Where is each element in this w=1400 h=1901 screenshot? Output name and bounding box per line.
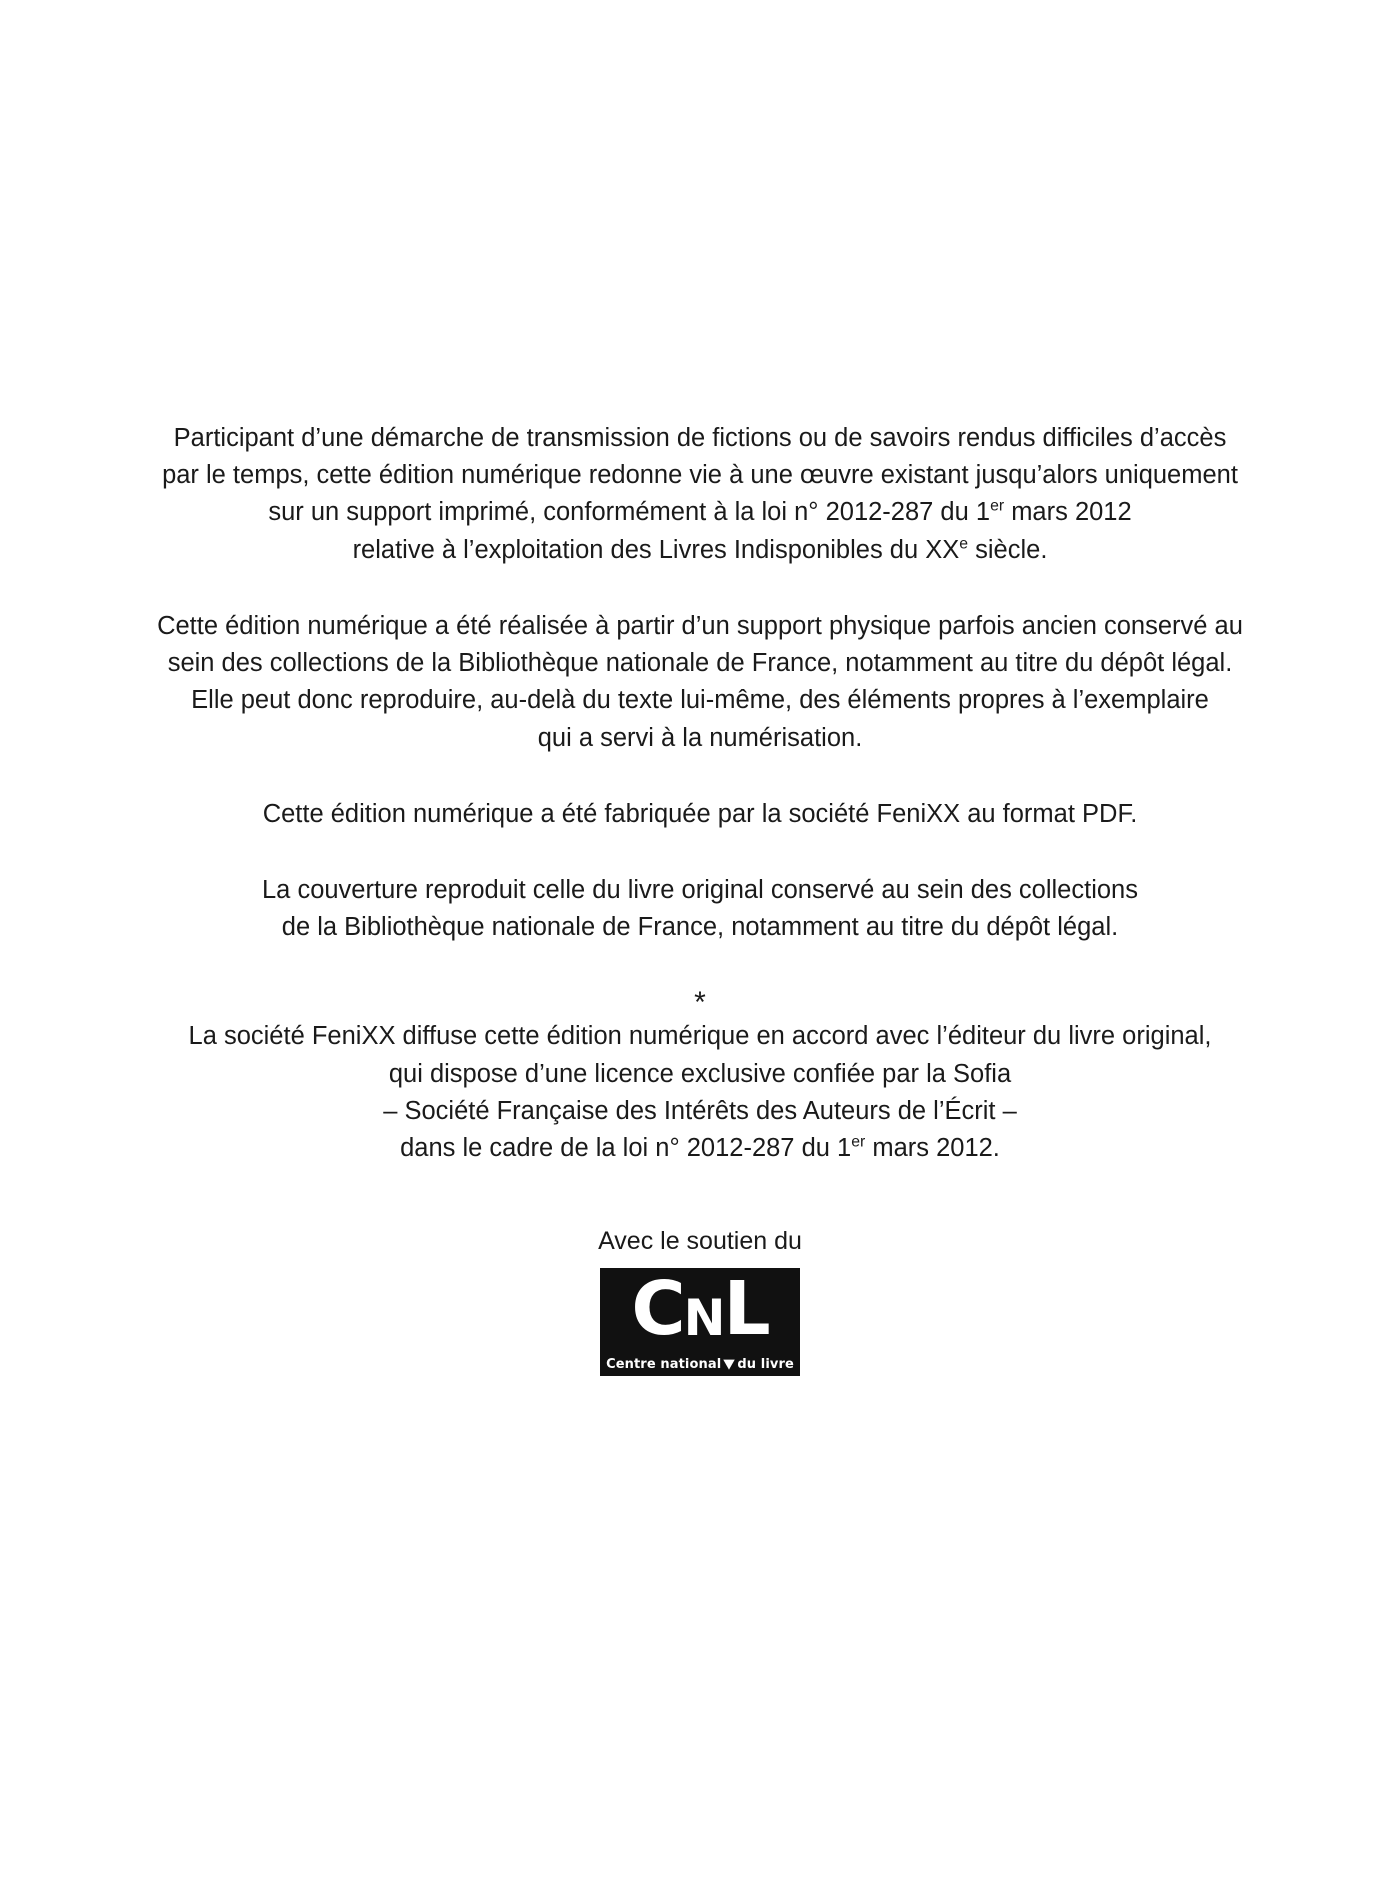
- paragraph-line: [140, 532, 1260, 569]
- paragraph-fabrication: [140, 796, 1260, 833]
- line-text-post: siècle.: [968, 535, 1048, 564]
- cnl-logo-subtitle: [600, 1357, 800, 1373]
- line-text-pre: dans le cadre de la loi n° 2012-287 du 1: [400, 1134, 852, 1163]
- cnl-subtitle-right: du livre: [737, 1356, 794, 1372]
- cnl-letter-l: L: [723, 1265, 769, 1352]
- support-section: [0, 1225, 1400, 1381]
- paragraph-transmission: [140, 420, 1260, 569]
- line-text-pre: relative à l’exploitation des Livres Indisponibles du XX: [352, 535, 960, 564]
- cnl-logo: [600, 1265, 800, 1376]
- paragraph-line: Cette édition numérique a été fabriquée par la société FeniXX au format PDF.: [262, 799, 1138, 828]
- paragraph-source-support: [140, 608, 1260, 757]
- paragraph-line: Participant d’une démarche de transmission de fictions ou de savoirs rendus difficiles d’accès: [173, 424, 1227, 452]
- paragraph-line: Cette édition numérique a été réalisée à partir d’un support physique parfois ancien conservé au: [157, 611, 1243, 640]
- line-text-post: mars 2012.: [865, 1134, 1000, 1163]
- cnl-letter-c: C: [631, 1265, 684, 1352]
- paragraph-line: de la Bibliothèque nationale de France, notamment au titre du dépôt légal.: [281, 913, 1119, 942]
- paragraph-line: [140, 1130, 1260, 1167]
- paragraph-line: sein des collections de la Bibliothèque nationale de France, notamment au titre du dépôt légal.: [167, 649, 1233, 678]
- paragraph-line: par le temps, cette édition numérique redonne vie à une œuvre existant jusqu’alors uniquement: [162, 461, 1238, 490]
- line-text-post: mars 2012: [1004, 498, 1132, 527]
- paragraph-line: La société FeniXX diffuse cette édition numérique en accord avec l’éditeur du livre original,: [188, 1022, 1212, 1051]
- paragraph-cover: [140, 872, 1260, 946]
- paragraph-distribution: [140, 1018, 1260, 1167]
- section-separator-asterisk: *: [694, 986, 706, 1020]
- ordinal-suffix: er: [990, 497, 1005, 515]
- paragraph-line: – Société Française des Intérêts des Auteurs de l’Écrit –: [383, 1096, 1017, 1125]
- legal-notice-content: [0, 420, 1400, 1381]
- cnl-subtitle-left: Centre national: [606, 1356, 722, 1372]
- paragraph-line: Elle peut donc reproduire, au-delà du texte lui-même, des éléments propres à l’exemplaire: [191, 686, 1209, 715]
- cnl-tick-icon: ▼: [723, 1356, 736, 1372]
- support-label: Avec le soutien du: [598, 1227, 802, 1256]
- paragraph-line: qui dispose d’une licence exclusive confiée par la Sofia: [388, 1059, 1012, 1088]
- paragraph-line: qui a servi à la numérisation.: [537, 723, 863, 752]
- paragraph-line: La couverture reproduit celle du livre original conservé au sein des collections: [262, 875, 1138, 904]
- ordinal-suffix: er: [851, 1133, 866, 1151]
- cnl-letter-n: N: [683, 1288, 724, 1347]
- paragraph-line: [140, 494, 1260, 531]
- ordinal-suffix: e: [959, 535, 969, 553]
- cnl-logo-letters: [600, 1265, 800, 1352]
- line-text-pre: sur un support imprimé, conformément à la loi n° 2012-287 du 1: [268, 498, 991, 527]
